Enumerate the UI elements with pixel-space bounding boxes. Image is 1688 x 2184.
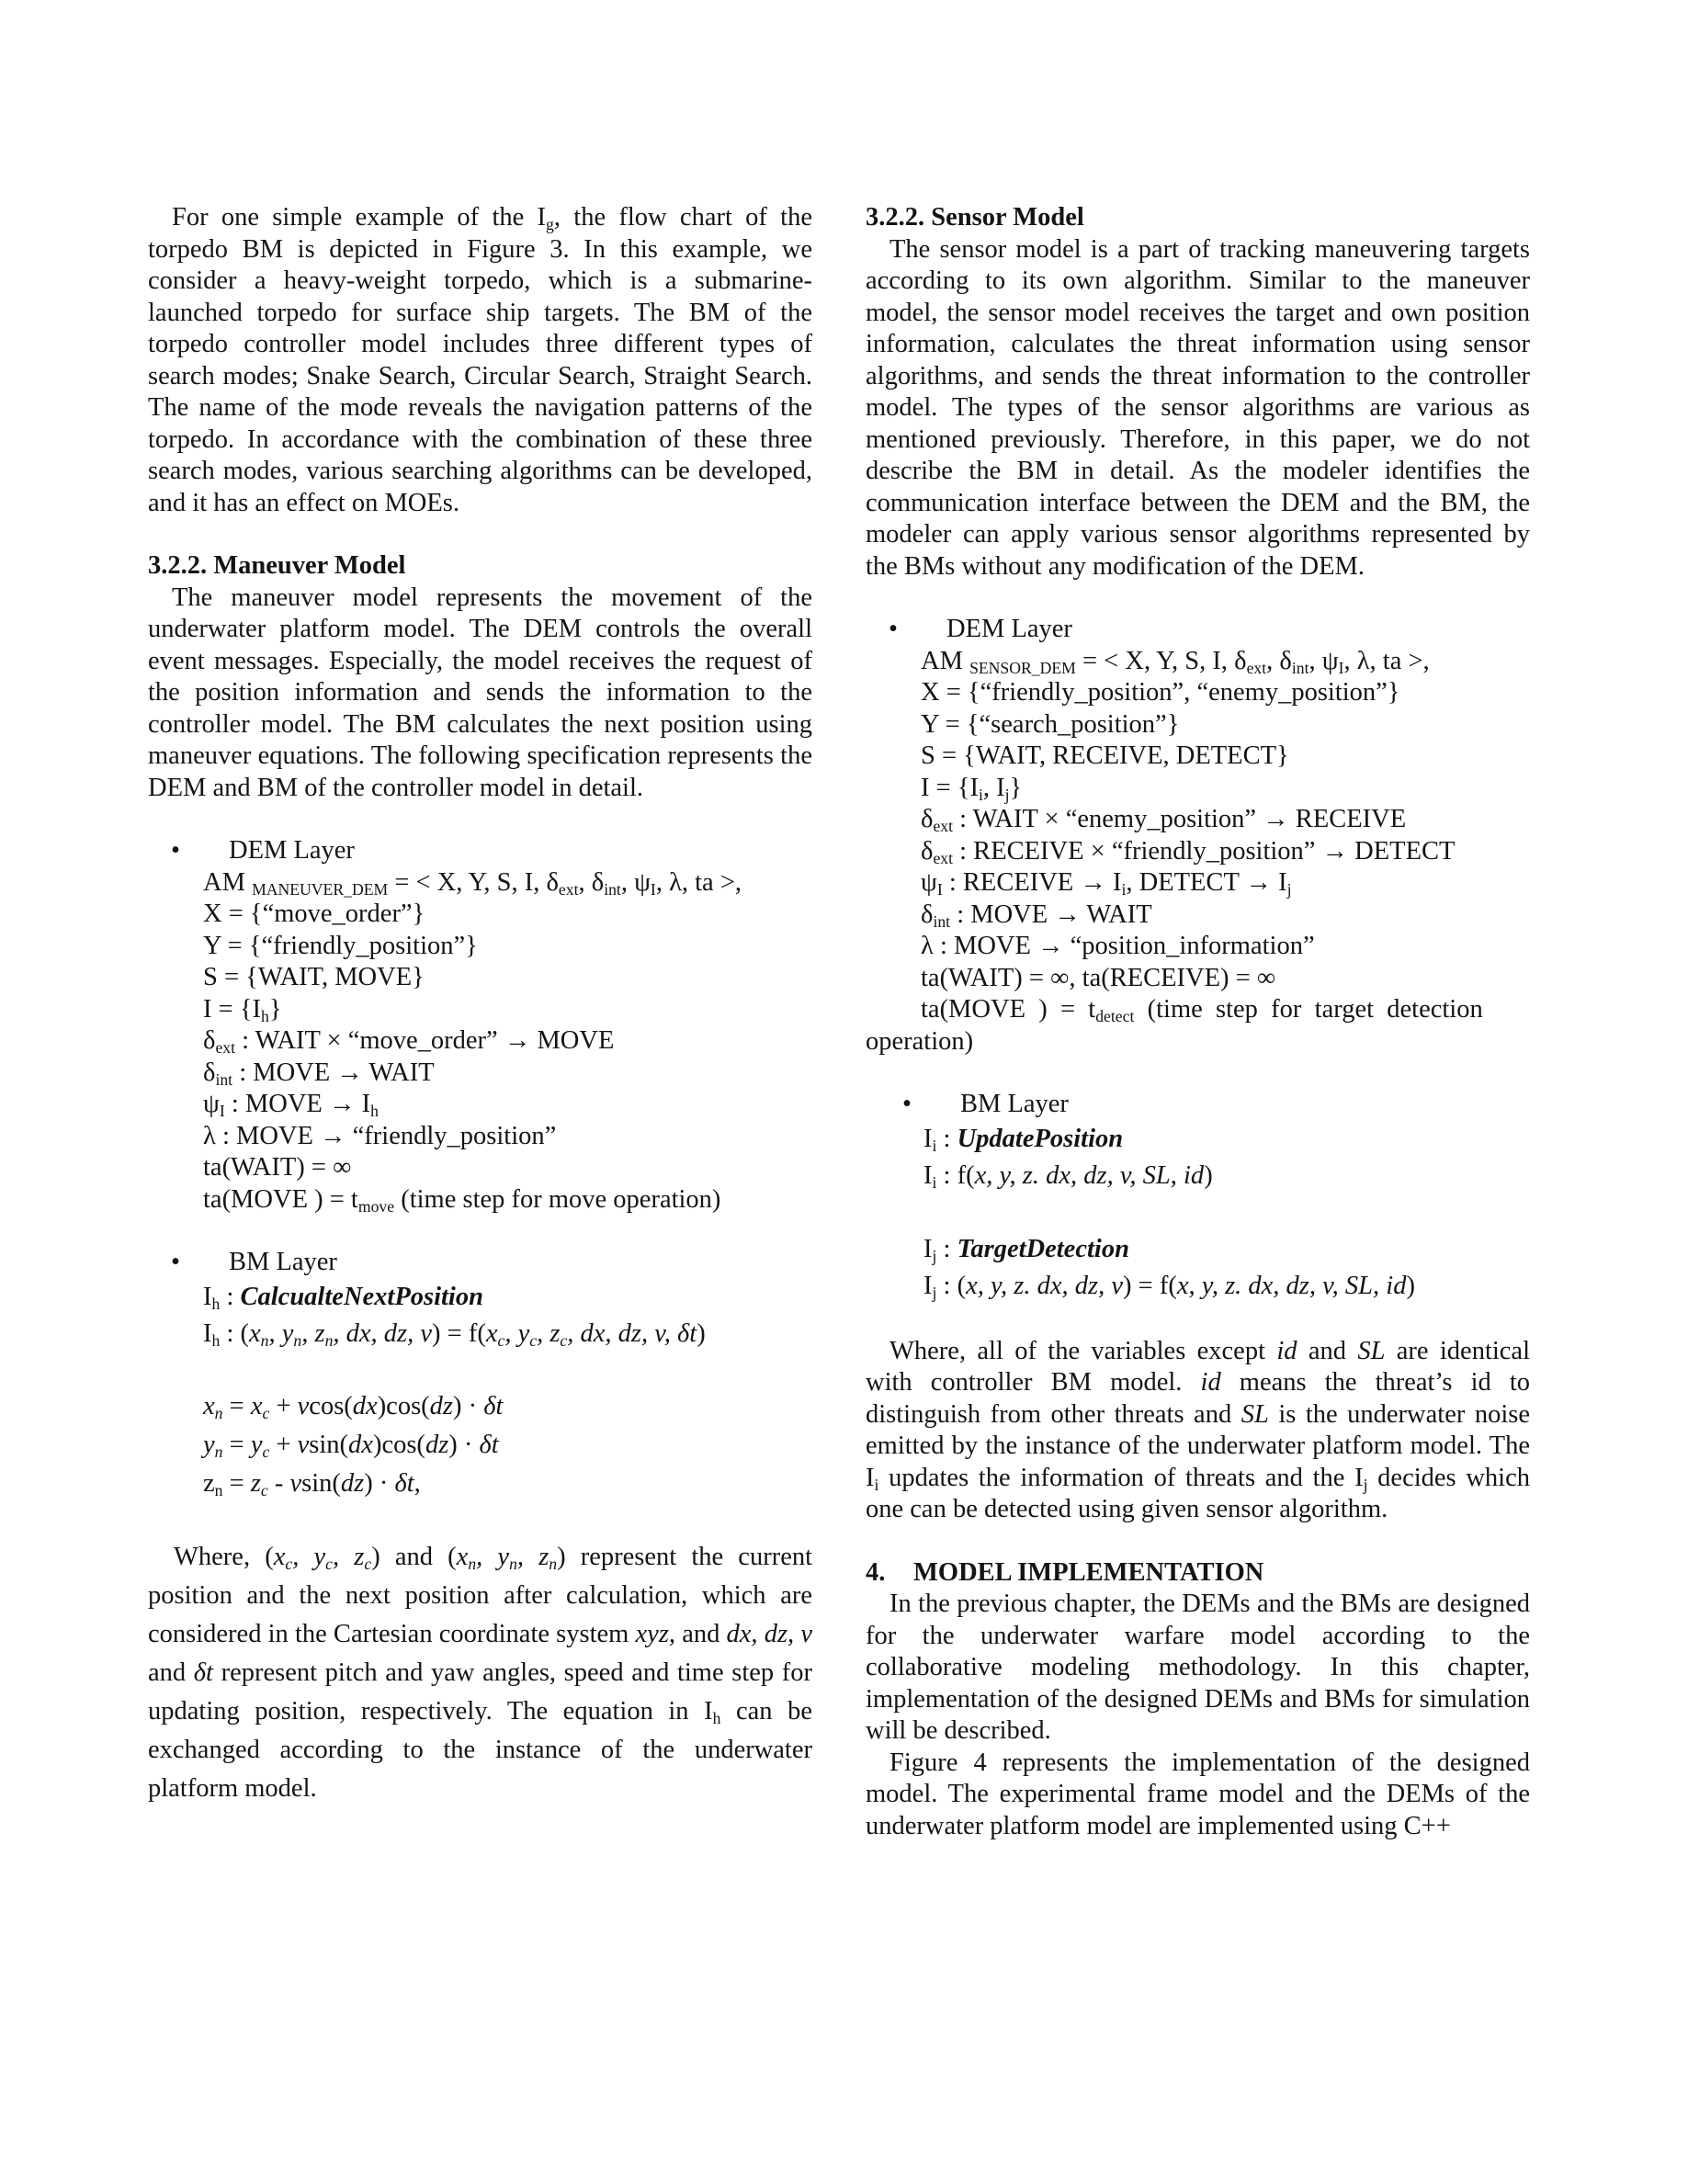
spec-line: $I_h$ : CalcualteNextPosition — [203, 1282, 483, 1313]
bullet-icon: • — [902, 1090, 912, 1118]
spec-line: ta(MOVE ) = $t_{detect}$ (time step for target detection — [921, 995, 1483, 1025]
spec-line: S = {WAIT, MOVE} — [203, 963, 425, 991]
maneuver-model-paragraph: The maneuver model represents the movement of the underwater platform model. The DEM controls the overall event messages. Especially, the model receives the request of the position information and sends the information to the controller model. The BM calculates the next position using maneuver equations. The following specification represents the DEM and BM of the controller model in detail. — [148, 583, 812, 802]
spec-line: $I = \{I_i$, $I_j$} — [921, 773, 1023, 804]
dem-layer-bullet: • DEM Layer — [148, 835, 812, 867]
spec-line: AM $_{MANEUVER\_DEM}$ = < X, Y, S, I, $\delta_{ext}$, $\delta_{int}$, $\psi_I$, λ, ta >, — [203, 867, 742, 899]
left-column — [148, 202, 812, 1808]
sensor-model-heading: 3.2.2. Sensor Model — [866, 203, 1084, 232]
equation-z: $z_n = z_c - vsin(dz) \cdot \delta t$, — [203, 1468, 421, 1499]
intro-paragraph: For one simple example of the $I_g$, the flow chart of the torpedo BM is depicted in Figure 3. In this example, we consider a heavy-weight torpedo, which is a submarine-launched torpedo for surface ship targets. The BM of the torpedo controller model includes three different types of search modes; Snake Search, Circular Search, Straight Search. The name of the mode reveals the navigation patterns of the torpedo. In accordance with the combination of these three search modes, various searching algorithms can be developed, and it has an effect on MOEs. — [148, 203, 813, 517]
maneuver-where-paragraph: Where, ($x_c$, $y_c$, $z_c$) and ($x_n$, $y_n$, $z_n$) represent the current position and the next position after calculation, which are considered in the Cartesian coordinate system xyz, and dx, dz, v and δt represent pitch and yaw angles, speed and time step for updating position, respectively. The equation in $I_h$ can be exchanged according to the instance of the underwater platform model. — [148, 1542, 813, 1803]
sensor-dem-specification — [866, 646, 1530, 1026]
spec-line: $I_i$ : f(x, y, z. dx, dz, v, SL, id) — [923, 1160, 1213, 1192]
maneuver-model-heading: 3.2.2. Maneuver Model — [148, 551, 406, 580]
sensor-bm-layer-bullet: • BM Layer — [866, 1089, 1530, 1121]
spec-line: $\psi_I$ : RECEIVE → $I_i$, DETECT → $I_j$ — [921, 868, 1292, 899]
sensor-bm-specification — [866, 1121, 1530, 1305]
spec-continuation: operation) — [866, 1026, 974, 1056]
sensor-dem-layer-bullet: • DEM Layer — [866, 614, 1530, 646]
spec-line: $I_i$ : UpdatePosition — [923, 1124, 1124, 1155]
spec-line: X = {“move_order”} — [203, 900, 425, 928]
sensor-where-paragraph: Where, all of the variables except id and SL are identical with controller BM model. id means the threat’s id to distinguish from other threats and SL is the underwater noise emitted by the instance of the underwater platform model. The $I_i$ updates the information of threats and the $I_j$ decides which one can be detected using given sensor algorithm. — [866, 1336, 1530, 1523]
spec-line: λ : MOVE → “friendly_position” — [203, 1121, 557, 1150]
position-equations — [148, 1387, 812, 1503]
spec-line: $\delta_{ext}$ : WAIT × “enemy_position” → RECEIVE — [921, 805, 1407, 835]
sensor-model-paragraph: The sensor model is a part of tracking maneuvering targets according to its own algorithm. Similar to the maneuver model, the sensor model receives the target and own position information, calculates the threat information using sensor algorithms, and sends the threat information to the controller model. The types of the sensor algorithms are various as mentioned previously. Therefore, in this paper, we do not describe the BM in detail. As the modeler identifies the communication interface between the DEM and the BM, the modeler can apply various sensor algorithms represented by the BMs without any modification of the DEM. — [866, 234, 1530, 581]
implementation-paragraph-2: Figure 4 represents the implementation of the designed model. The experimental frame model and the DEMs of the underwater platform model are implemented using C++ — [866, 1748, 1530, 1840]
equation-x: $x_n = x_c + vcos(dx)\cos(dz) \cdot \delta t$ — [203, 1391, 504, 1422]
spec-line: S = {WAIT, RECEIVE, DETECT} — [921, 741, 1289, 770]
right-column — [866, 202, 1530, 1842]
bullet-icon: • — [171, 836, 180, 865]
spec-line: $\delta_{ext}$ : RECEIVE × “friendly_position” → DETECT — [921, 836, 1456, 867]
spec-line: Y = {“friendly_position”} — [203, 931, 478, 960]
spec-line: $\delta_{int}$ : MOVE → WAIT — [921, 900, 1152, 931]
spec-line: ta(WAIT) = ∞, ta(RECEIVE) = ∞ — [921, 963, 1276, 992]
equation-y: $y_n = y_c + vsin(dx)\cos(dz) \cdot \delta t$ — [203, 1430, 499, 1461]
spec-line: ta(MOVE ) = $t_{move}$ (time step for move operation) — [203, 1184, 721, 1216]
spec-line: Y = {“search_position”} — [921, 709, 1180, 739]
implementation-paragraph-1: In the previous chapter, the DEMs and the BMs are designed for the underwater warfare model according to the collaborative modeling methodology. In this chapter, implementation of the designed DEMs and BMs for simulation will be described. — [866, 1590, 1530, 1745]
maneuver-dem-specification — [148, 867, 812, 1216]
spec-line: $I_j$ : TargetDetection — [923, 1234, 1129, 1265]
spec-line: $I = \{I_h\}$ — [203, 994, 282, 1025]
spec-line: λ : MOVE → “position_information” — [921, 932, 1315, 960]
model-implementation-heading: 4. MODEL IMPLEMENTATION — [866, 1557, 1264, 1587]
bullet-icon: • — [171, 1248, 180, 1276]
spec-line: ta(WAIT) = ∞ — [203, 1153, 352, 1182]
spec-line: $\psi_I$ : MOVE → $I_h$ — [203, 1090, 379, 1120]
spec-line: $I_h$ : ($x_n$, $y_n$, $z_n$, dx, dz, $v) = f(x_c$, $y_c$, $z_c$, dx, dz, v, δt) — [203, 1318, 706, 1350]
spec-line: $\delta_{int}$ : MOVE → WAIT — [203, 1058, 435, 1089]
spec-line: X = {“friendly_position”, “enemy_position”} — [921, 678, 1400, 707]
bullet-icon: • — [889, 615, 898, 643]
spec-line: AM $_{SENSOR\_DEM}$ = < X, Y, S, I, $\delta_{ext}$, $\delta_{int}$, $\psi_I$, λ, ta >, — [921, 646, 1430, 677]
spec-line: $I_j$ : (x, y, z. dx, dz, v) = f(x, y, z. dx, dz, v, SL, id) — [923, 1271, 1415, 1302]
maneuver-bm-specification — [148, 1279, 812, 1352]
bm-layer-bullet: • BM Layer — [148, 1247, 812, 1279]
spec-line: $\delta_{ext}$ : WAIT × “move_order” → MOVE — [203, 1026, 615, 1057]
